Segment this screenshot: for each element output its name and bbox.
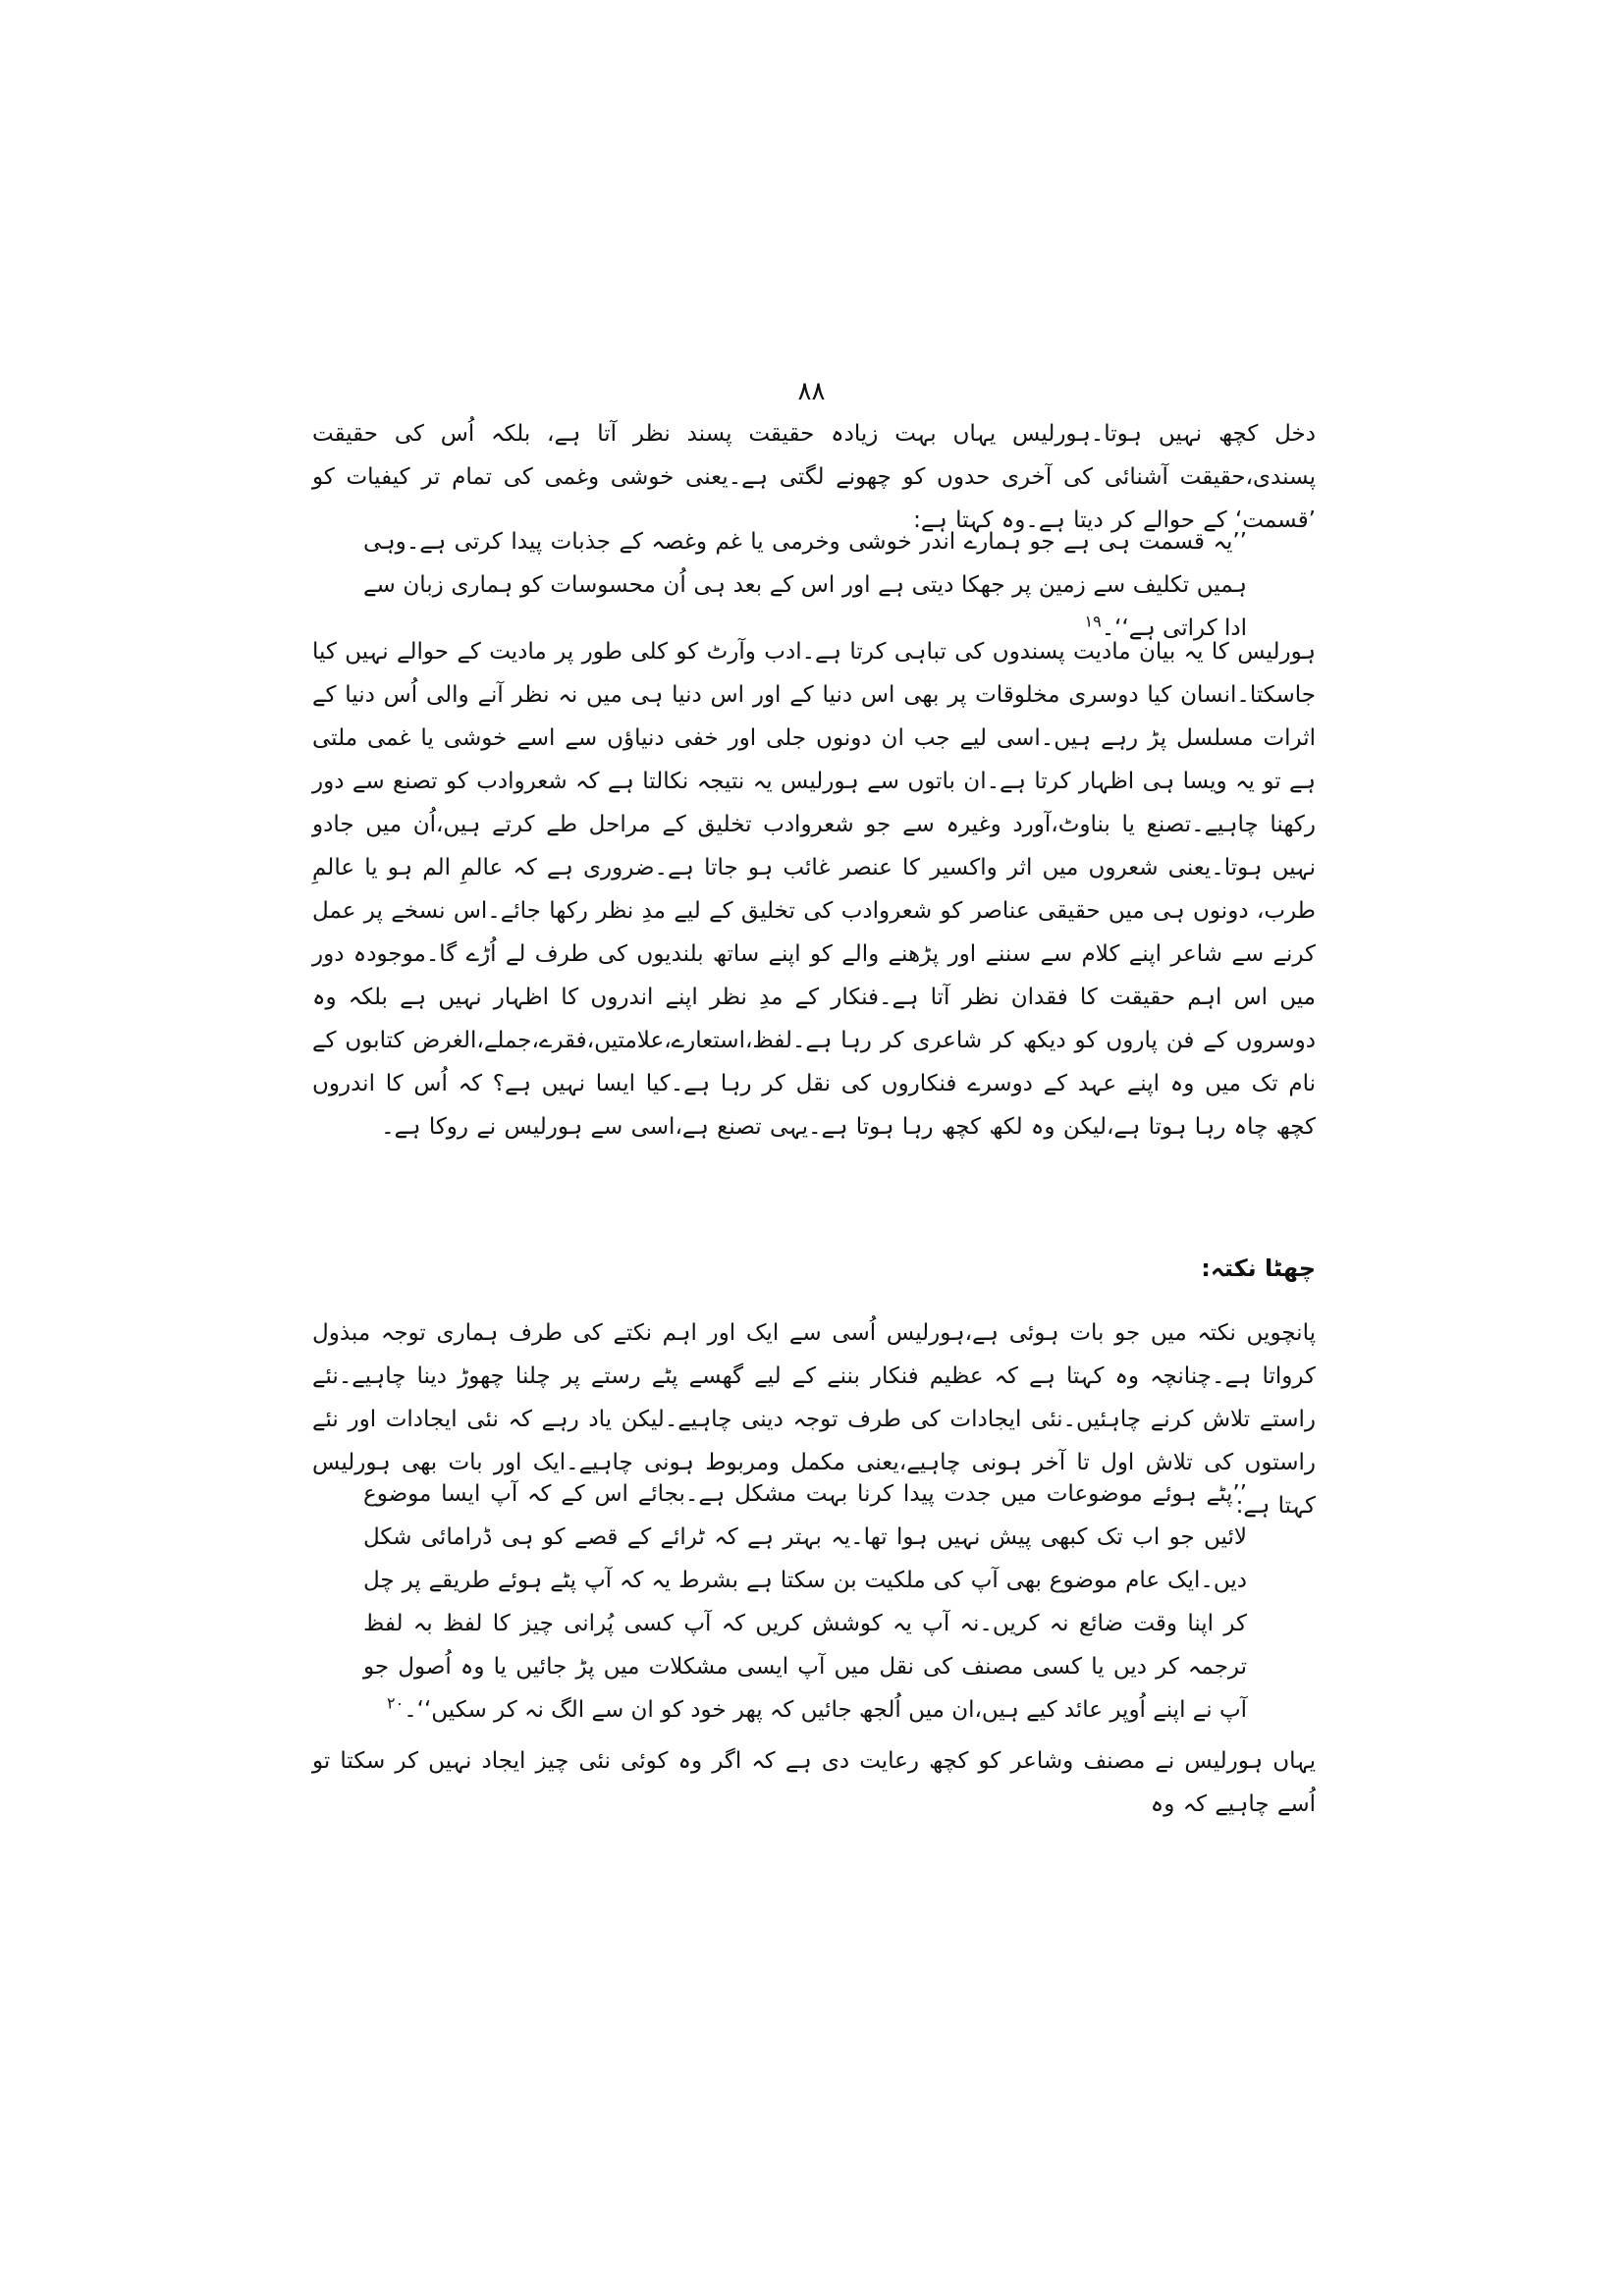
quotation-1-text: ’’یہ قسمت ہی ہے جو ہمارے اندر خوشی وخرمی یا غم وغصہ کے جذبات پیدا کرتی ہے۔وہی ہمیں تکلیف سے زمین پر جھکا دیتی ہے اور اس کے بعد ہی اُن محسوسات کو ہماری زبان سے ادا کراتی ہے‘‘۔ [363, 529, 1247, 641]
paragraph-2: ہورلیس کا یہ بیان مادیت پسندوں کی تباہی کرتا ہے۔ادب وآرٹ کو کلی طور پر مادیت کے حوالے نہیں کیا جاسکتا۔انسان کیا دوسری مخلوقات پر بھی اس دنیا کے اور اس دنیا ہی میں نہ نظر آنے والی اُس دنیا کے اثرات مسلسل پڑ رہے ہیں۔اسی لیے جب ان دونوں جلی اور خفی دنیاؤں سے اسے خوشی یا غمی ملتی ہے تو یہ ویسا ہی اظہار کرتا ہے۔ان باتوں سے ہورلیس یہ نتیجہ نکالتا ہے کہ شعروادب کو تصنع سے دور رکھنا چاہیے۔تصنع یا بناوٹ،آورد وغیرہ سے جو شعروادب تخلیق کے مراحل طے کرتے ہیں،اُن میں جادو نہیں ہوتا۔یعنی شعروں میں اثر واکسیر کا عنصر غائب ہو جاتا ہے۔ضروری ہے کہ عالمِ الم ہو یا عالمِ طرب، دونوں ہی میں حقیقی عناصر کو شعروادب کی تخلیق کے لیے مدِ نظر رکھا جائے۔اس نسخے پر عمل کرنے سے شاعر اپنے کلام سے سننے اور پڑھنے والے کو اپنے ساتھ بلندیوں کی طرف لے اُڑے گا۔موجودہ دور میں اس اہم حقیقت کا فقدان نظر آتا ہے۔فنکار کے مدِ نظر اپنے اندروں کا اظہار نہیں ہے بلکہ وہ دوسروں کے فن پاروں کو دیکھ کر شاعری کر رہا ہے۔لفظ،استعارے،علامتیں،فقرے،جملے،الغرض کتابوں کے نام تک میں وہ اپنے عہد کے دوسرے فنکاروں کی نقل کر رہا ہے۔کیا ایسا نہیں ہے؟ کہ اُس کا اندروں کچھ چاہ رہا ہوتا ہے،لیکن وہ لکھ کچھ رہا ہوتا ہے۔یہی تصنع ہے،اسی سے ہورلیس نے روکا ہے۔ [312, 639, 1316, 1140]
paragraph-4: یہاں ہورلیس نے مصنف وشاعر کو کچھ رعایت دی ہے کہ اگر وہ کوئی نئی چیز ایجاد نہیں کر سکتا تو اُسے چاہیے کہ وہ [312, 1748, 1316, 1817]
paragraph-3: پانچویں نکتہ میں جو بات ہوئی ہے،ہورلیس اُسی سے ایک اور اہم نکتے کی طرف ہماری توجہ مبذول کرواتا ہے۔چنانچہ وہ کہتا ہے کہ عظیم فنکار بننے کے لیے گھسے پٹے رستے پر چلنا چھوڑ دینا چاہیے۔نئے راستے تلاش کرنے چاہئیں۔نئی ایجادات کی طرف توجہ دینی چاہیے۔لیکن یاد رہے کہ نئی ایجادات اور نئے راستوں کی تلاش اول تا آخر ہونی چاہیے،یعنی مکمل ومربوط ہونی چاہیے۔ایک اور بات بھی ہورلیس کہتا ہے: [312, 1320, 1316, 1519]
footnote-ref-19: ۱۹ [1084, 612, 1102, 631]
footnote-ref-20: ۲۰ [387, 1693, 405, 1713]
section-heading: چھٹا نکتہ: [1201, 1255, 1316, 1282]
quotation-2 [363, 1472, 1247, 1732]
quotation-2-text: ’’پٹے ہوئے موضوعات میں جدت پیدا کرنا بہت مشکل ہے۔بجائے اس کے کہ آپ ایسا موضوع لائیں جو اب تک کبھی پیش نہیں ہوا تھا۔یہ بہتر ہے کہ ٹرائے کے قصے کو ہی ڈرامائی شکل دیں۔ایک عام موضوع بھی آپ کی ملکیت بن سکتا ہے بشرط یہ کہ آپ پٹے ہوئے طریقے پر چل کر اپنا وقت ضائع نہ کریں۔نہ آپ یہ کوشش کریں کہ آپ کسی پُرانی چیز کا لفظ بہ لفظ ترجمہ کر دیں یا کسی مصنف کی نقل میں آپ ایسی مشکلات میں پڑ جائیں یا وہ اُصول جو آپ نے اپنے اُوپر عائد کیے ہیں،ان میں اُلجھ جائیں کہ پھر خود کو ان سے الگ نہ کر سکیں‘‘۔ [363, 1481, 1247, 1723]
paragraph-1: دخل کچھ نہیں ہوتا۔ہورلیس یہاں بہت زیادہ حقیقت پسند نظر آتا ہے، بلکہ اُس کی حقیقت پسندی،حقیقت آشنائی کی آخری حدوں کو چھونے لگتی ہے۔یعنی خوشی وغمی کی تمام تر کیفیات کو ’قسمت‘ کے حوالے کر دیتا ہے۔وہ کہتا ہے: [312, 421, 1316, 533]
page-number: ۸۸ [797, 377, 826, 406]
